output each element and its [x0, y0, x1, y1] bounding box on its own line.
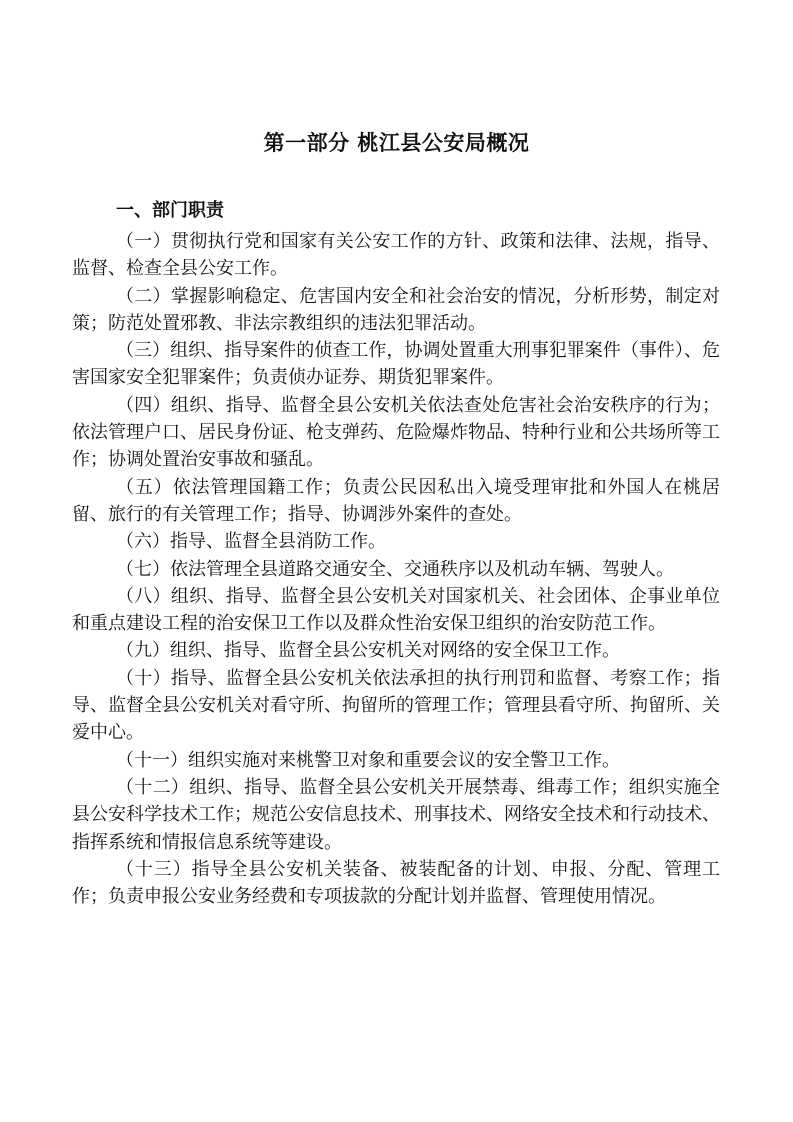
document-body	[72, 228, 720, 910]
paragraph-5: （五）依法管理国籍工作；负责公民因私出入境受理审批和外国人在桃居留、旅行的有关管理工作；指导、协调涉外案件的查处。	[72, 476, 720, 525]
paragraph-13: （十三）指导全县公安机关装备、被装配备的计划、申报、分配、管理工作；负责申报公安业务经费和专项拔款的分配计划并监督、管理使用情况。	[72, 858, 720, 908]
paragraph-4: （四）组织、指导、监督全县公安机关依法查处危害社会治安秩序的行为；依法管理户口、居民身份证、枪支弹药、危险爆炸物品、特种行业和公共场所等工作；协调处置治安事故和骚乱。	[72, 394, 720, 471]
paragraph-2: （二）掌握影响稳定、危害国内安全和社会治安的情况，分析形势，制定对策；防范处置邪教、非法宗教组织的违法犯罪活动。	[72, 285, 720, 334]
page-title: 第一部分 桃江县公安局概况	[263, 131, 530, 155]
paragraph-9: （九）组织、指导、监督全县公安机关对网络的安全保卫工作。	[116, 640, 620, 662]
paragraph-11: （十一）组织实施对来桃警卫对象和重要会议的安全警卫工作。	[116, 749, 620, 771]
section-heading: 一、部门职责	[116, 200, 224, 221]
paragraph-12: （十二）组织、指导、监督全县公安机关开展禁毒、缉毒工作；组织实施全县公安科学技术工作；规范公安信息技术、刑事技术、网络安全技术和行动技术、指挥系统和情报信息系统等建设。	[72, 776, 720, 853]
paragraph-6: （六）指导、监督全县消防工作。	[116, 531, 386, 553]
paragraph-7: （七）依法管理全县道路交通安全、交通秩序以及机动车辆、驾驶人。	[116, 558, 674, 580]
paragraph-8: （八）组织、指导、监督全县公安机关对国家机关、社会团体、企事业单位和重点建设工程的治安保卫工作以及群众性治安保卫组织的治安防范工作。	[72, 585, 720, 635]
paragraph-10: （十）指导、监督全县公安机关依法承担的执行刑罚和监督、考察工作；指导、监督全县公安机关对看守所、拘留所的管理工作；管理县看守所、拘留所、关爱中心。	[72, 667, 720, 744]
paragraph-1: （一）贯彻执行党和国家有关公安工作的方针、政策和法律、法规，指导、监督、检查全县公安工作。	[72, 231, 720, 280]
paragraph-3: （三）组织、指导案件的侦查工作，协调处置重大刑事犯罪案件（事件）、危害国家安全犯罪案件；负责侦办证券、期货犯罪案件。	[72, 340, 720, 389]
